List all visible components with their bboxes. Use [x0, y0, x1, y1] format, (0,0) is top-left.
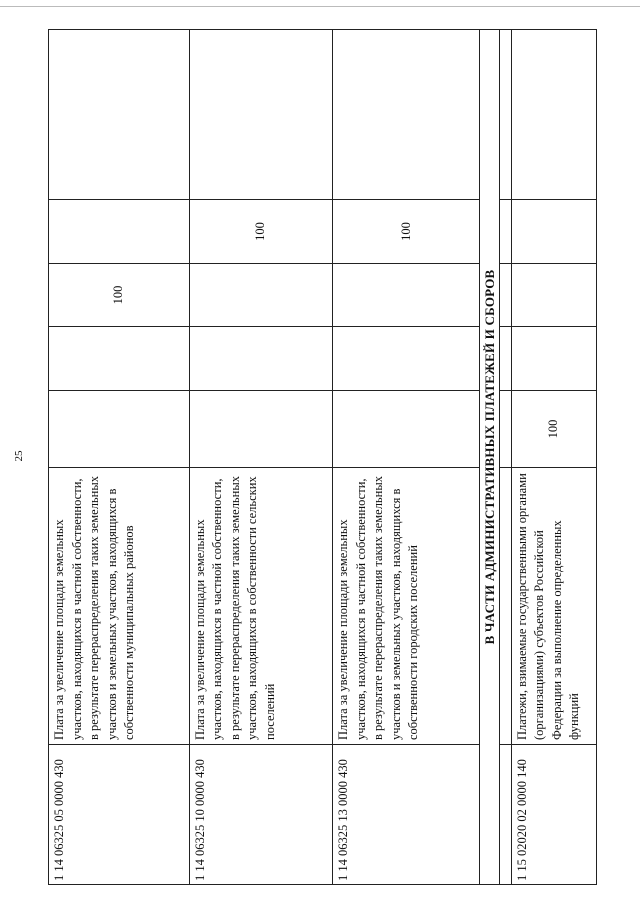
row-description: Плата за увеличение площади земельных участков, находящихся в частной собственности, в результате перераспределения таких земельных участков и земельных участков, находящихся в собственности городских поселений: [333, 468, 480, 745]
value-cell: [49, 200, 190, 264]
value-cell: [511, 200, 596, 264]
top-rule: [0, 6, 640, 7]
page-number: 25: [13, 450, 25, 462]
value-cell: [511, 30, 596, 200]
table-row: [189, 30, 333, 885]
kbk-code: 1 14 06325 05 0000 430: [49, 745, 190, 885]
table-row: [511, 30, 596, 885]
spacer-row: [500, 30, 511, 885]
table-row: [49, 30, 190, 885]
value-cell: 100: [333, 200, 480, 264]
rotated-table-wrapper: [48, 30, 597, 885]
value-cell: [49, 30, 190, 200]
value-cell: [189, 30, 333, 200]
value-cell: [333, 327, 480, 391]
value-cell: [333, 264, 480, 327]
row-description: Платежи, взимаемые государственными органами (организациями) субъектов Российской Федерации за выполнение определенных функций: [511, 468, 596, 745]
value-cell: [333, 30, 480, 200]
section-title: В ЧАСТИ АДМИНИСТРАТИВНЫХ ПЛАТЕЖЕЙ И СБОРОВ: [480, 30, 500, 885]
section-header-row: [480, 30, 500, 885]
value-cell: 100: [511, 391, 596, 468]
value-cell: [49, 327, 190, 391]
revenue-table: [48, 29, 597, 885]
value-cell: [511, 327, 596, 391]
value-cell: 100: [189, 200, 333, 264]
value-cell: [189, 264, 333, 327]
row-description: Плата за увеличение площади земельных участков, находящихся в частной собственности, в результате перераспределения таких земельных участков и земельных участков, находящихся в собственности муниципальных районов: [49, 468, 190, 745]
value-cell: [49, 391, 190, 468]
value-cell: 100: [49, 264, 190, 327]
table-row: [333, 30, 480, 885]
kbk-code: 1 14 06325 10 0000 430: [189, 745, 333, 885]
value-cell: [189, 327, 333, 391]
value-cell: [333, 391, 480, 468]
kbk-code: 1 15 02020 02 0000 140: [511, 745, 596, 885]
value-cell: [189, 391, 333, 468]
row-description: Плата за увеличение площади земельных участков, находящихся в частной собственности, в результате перераспределения таких земельных участков, находящихся в собственности сельских поселений: [189, 468, 333, 745]
value-cell: [511, 264, 596, 327]
kbk-code: 1 14 06325 13 0000 430: [333, 745, 480, 885]
